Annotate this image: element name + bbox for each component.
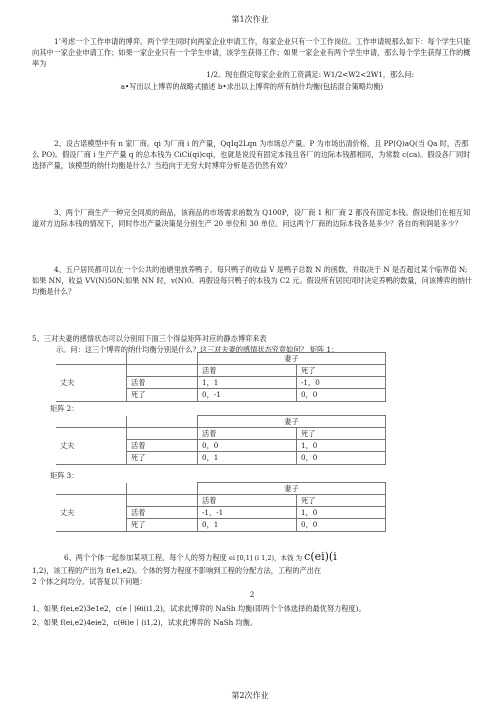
question-2-text: 2、设古诺模型中有 n 家厂商。qi 为厂商 i 的产量，QqIq2Lqn 为市场总产量。P 为市场出清价格，且 PP(Q)aQ(当 Qa 时，否那么 PO)。假设厂商 i 生产产量 q 的总本钱为 CiCi(qi)cqi，也就是说没有固定本钱且各厂的边际本钱都相同，为常数 c(ca)。假设各厂同时选择产量，该模型的纳什均衡是什么？当趋向于无穷大时博弈分析是否仍然有效？ bbox=[32, 139, 471, 171]
question-5-line1: 5、三对夫妻的感情状态可以分别用下面三个得益矩阵对应的静态博弈来表 bbox=[32, 334, 267, 343]
matrix-1-cell-dd: 0，0 bbox=[297, 389, 386, 401]
matrix-3-husband-label: 丈夫 bbox=[56, 495, 127, 531]
question-5-line2: 示。问：这三个博弈的纳什均衡分别是什么？这三对夫妻的感情状态究竟如何？ 矩阵 1： bbox=[56, 345, 339, 355]
matrix-3-col-dead: 死了 bbox=[297, 495, 386, 507]
question-6-line1 bbox=[64, 548, 472, 565]
question-1-tasks: a•写出以上博弈的战略式描述 b•求出以上博弈的所有纳什均衡(包括混合策略均衡) bbox=[120, 81, 384, 91]
payoff-matrix-2 bbox=[56, 415, 446, 465]
question-4-text: 4、五户居民都可以在一个公共的池塘里放养鸭子。每只鸭子的收益 V 是鸭子总数 N 的函数，并取决于 N 是否超过某个临界值 N;如果 NN，收益 VV(N)50N;如果 NN 时，v(N)0。再假设每只鸭子的本钱为 C2 元。假设所有居民同时决定养鸭的数量，问该博弈的纳什均衡是什么？ bbox=[32, 265, 472, 297]
matrix-3-table bbox=[56, 482, 386, 532]
question-6-line1b: ei [0,1] (i 1,2)，本钱 为 bbox=[229, 554, 305, 562]
matrix-2-husband-label: 丈夫 bbox=[56, 428, 127, 464]
question-6-line1c: c(ei)(i bbox=[304, 550, 337, 563]
matrix-3-cell-aa: -1，-1 bbox=[198, 507, 297, 519]
question-1-text: 1’考虑一个工作申请的博弈。两个学生同时向两家企业申请工作，每家企业只有一个工作岗位。工作申请规那么如下：每个学生只能向其中一家企业申请工作；如果一家企业只有一个学生申请，该学生获得工作；如果一家企业有两个学生申请，那么每个学生获得工作的概率为 bbox=[32, 37, 471, 69]
matrix-1-col-alive: 活着 bbox=[198, 365, 297, 377]
question-1-fraction: 1/2。现在假定每家企业的工资满足: W1/2<W2<2W1，那么问: bbox=[206, 70, 414, 80]
question-6-line3: 2 个体之间均分。试答复以下问题： bbox=[32, 577, 147, 587]
matrix-2-col-alive: 活着 bbox=[198, 428, 297, 440]
matrix-1-table bbox=[56, 352, 386, 402]
matrix-2-cell-ad: 1，0 bbox=[297, 440, 386, 452]
matrix-3-label: 矩阵 3： bbox=[50, 471, 79, 480]
question-3-text: 3、两个厂商生产一种完全同质的商品，该商品的市场需求函数为 Q100P，设厂商 1 和厂商 2 都没有固定本钱。假设他们在相互知道对方边际本钱的情况下，同时作出产量决策是分别生产 20 单位和 30 单位。问这两个厂商的边际本钱各是多少？各自的利润是多少？ bbox=[32, 208, 471, 229]
next-section-title: 第2次作业 bbox=[231, 691, 269, 700]
matrix-3-cell-da: 0，1 bbox=[198, 519, 297, 531]
question-2 bbox=[32, 138, 472, 171]
question-1 bbox=[32, 36, 472, 92]
question-6-line2: 1,2)，该工程的产出为 f(e1,e2)。个体的努力程度不影响到工程的分配方法，工程的产出在 bbox=[32, 566, 322, 576]
matrix-1-husband-label: 丈夫 bbox=[56, 365, 127, 401]
matrix-2-cell-dd: 0，0 bbox=[297, 452, 386, 464]
payoff-matrix-1 bbox=[56, 352, 446, 402]
matrix-3-row-alive: 活着 bbox=[127, 507, 198, 519]
matrix-1-cell-ad: -1，0 bbox=[297, 377, 386, 389]
question-4 bbox=[32, 264, 472, 297]
matrix-3-cell-dd: 0，0 bbox=[297, 519, 386, 531]
matrix-2-row-alive: 活着 bbox=[127, 440, 198, 452]
question-6-sub2: 2、如果 f(ei,e2)4eie2，c(θi)e丨(i1,2)，试求此博弈的 NaSh 均衡。 bbox=[32, 617, 258, 627]
matrix-2-row-dead: 死了 bbox=[127, 452, 198, 464]
question-6 bbox=[32, 548, 472, 628]
question-3 bbox=[32, 207, 472, 229]
matrix-2-col-dead: 死了 bbox=[297, 428, 386, 440]
matrix-3-row-dead: 死了 bbox=[127, 519, 198, 531]
question-6-number: 2 bbox=[249, 590, 255, 600]
question-6-line1a: 6、两个个体一起参加某项工程，每个人的努力程度 bbox=[64, 553, 229, 562]
matrix-1-cell-aa: 1，1 bbox=[198, 377, 297, 389]
matrix-1-row-alive: 活着 bbox=[127, 377, 198, 389]
matrix-2-wife-label: 妻子 bbox=[198, 416, 386, 428]
page-title: 第1次作业 bbox=[231, 15, 269, 24]
matrix-2-label: 矩阵 2： bbox=[50, 404, 79, 413]
matrix-3-col-alive: 活着 bbox=[198, 495, 297, 507]
matrix-1-cell-da: 0，-1 bbox=[198, 389, 297, 401]
matrix-1-col-dead: 死了 bbox=[297, 365, 386, 377]
matrix-2-table bbox=[56, 415, 386, 465]
matrix-3-wife-label: 妻子 bbox=[198, 483, 386, 495]
matrix-2-cell-aa: 0，0 bbox=[198, 440, 297, 452]
question-6-sub1: 1、如果 f(ei,e2)3e1e2，c(e丨)θi(i1,2)，试求此博弈的 NaSh 均衡(即两个个体选择的最优努力程度)。 bbox=[32, 603, 366, 613]
matrix-2-cell-da: 0，1 bbox=[198, 452, 297, 464]
matrix-3-cell-ad: 1，0 bbox=[297, 507, 386, 519]
payoff-matrix-3 bbox=[56, 482, 446, 532]
matrix-1-row-dead: 死了 bbox=[127, 389, 198, 401]
matrix-1-wife-label: 妻子 bbox=[198, 353, 386, 365]
